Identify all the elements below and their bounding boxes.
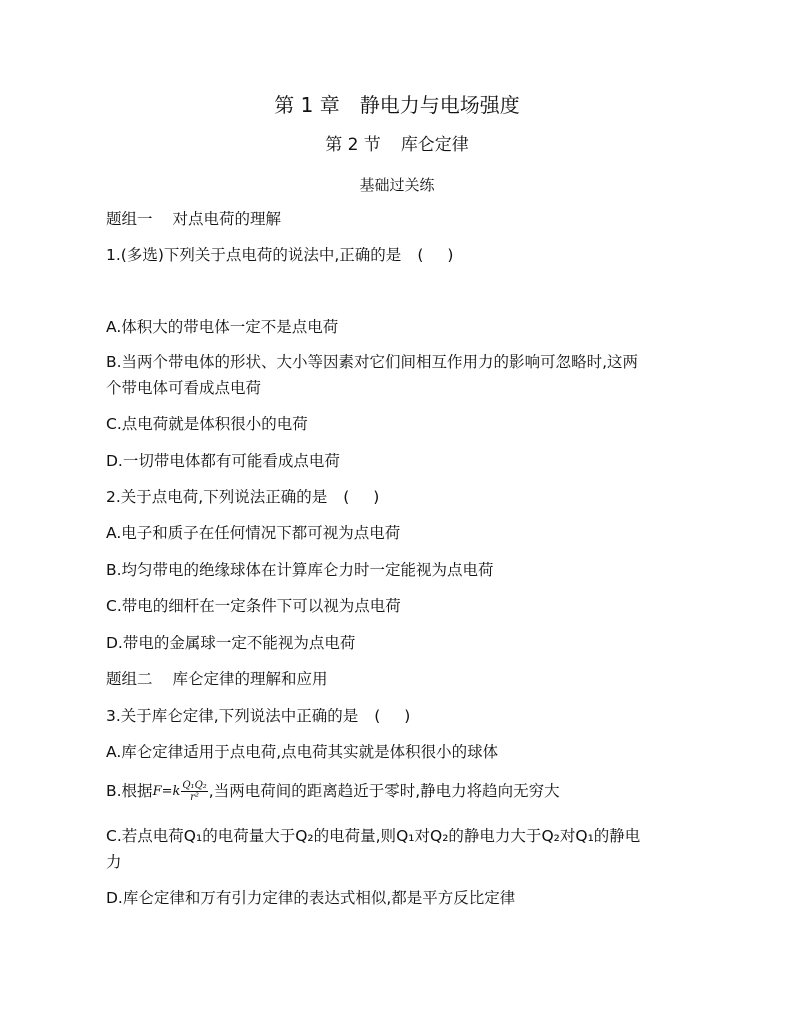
- question-1-option-a: A.体积大的带电体一定不是点电荷: [106, 318, 339, 336]
- group-label: 题组一: [106, 210, 153, 228]
- section-number: 第 2 节: [325, 135, 381, 155]
- section-name: 库仑定律: [400, 135, 469, 155]
- paren-close: ): [447, 246, 454, 264]
- question-text: 3.关于库仑定律,下列说法中正确的是: [106, 707, 359, 725]
- group-name: 库仑定律的理解和应用: [172, 670, 328, 688]
- charge-q1: Q₁: [575, 827, 594, 845]
- question-2-option-c: C.带电的细杆在一定条件下可以视为点电荷: [106, 597, 401, 615]
- question-1-option-c: C.点电荷就是体积很小的电荷: [106, 415, 308, 433]
- paren-close: ): [404, 707, 411, 725]
- question-text: 2.关于点电荷,下列说法正确的是: [106, 488, 328, 506]
- question-1-option-b: B.当两个带电体的形状、大小等因素对它们间相互作用力的影响可忽略时,这两: [106, 353, 638, 371]
- option-b-prefix: B.根据: [106, 782, 153, 800]
- charge-q2: Q₂: [295, 827, 314, 845]
- question-2-stem: [106, 487, 379, 507]
- question-1-stem: [106, 245, 453, 265]
- question-2-option-b: B.均匀带电的绝缘球体在计算库仑力时一定能视为点电荷: [106, 561, 494, 579]
- option-c-text: C.若点电荷: [106, 827, 184, 845]
- paren-close: ): [373, 488, 380, 506]
- question-3-option-c: [106, 826, 640, 846]
- question-3-option-b: [106, 780, 560, 803]
- question-2-option-a: A.电子和质子在任何情况下都可视为点电荷: [106, 524, 401, 542]
- option-c-text: 的静电力大于: [448, 827, 542, 845]
- section-title: [0, 134, 794, 156]
- chapter-name: 静电力与电场强度: [359, 93, 520, 117]
- question-1-option-d: D.一切带电体都有可能看成点电荷: [106, 452, 340, 470]
- question-2-option-d: D.带电的金属球一定不能视为点电荷: [106, 634, 356, 652]
- charge-q1: Q₁: [396, 827, 415, 845]
- formula-fraction: [181, 780, 207, 803]
- answer-blank: [417, 245, 453, 265]
- exercise-subtitle: 基础过关练: [359, 176, 435, 194]
- answer-blank: [343, 487, 379, 507]
- group-heading-2: [106, 669, 328, 689]
- charge-q1: Q₁: [183, 827, 203, 845]
- chapter-title: [0, 92, 794, 118]
- question-3-stem: [106, 706, 410, 726]
- option-c-text: 的电荷量大于: [202, 827, 296, 845]
- charge-q2: Q₂: [430, 827, 449, 845]
- option-c-text: 的电荷量,则: [313, 827, 397, 845]
- paren-open: (: [374, 707, 381, 725]
- charge-q2: Q₂: [541, 827, 560, 845]
- paren-open: (: [343, 488, 350, 506]
- option-c-text: 的静电: [593, 827, 641, 845]
- chapter-number: 第 1 章: [274, 93, 340, 117]
- formula-denominator: r²: [190, 792, 199, 803]
- coulomb-formula: [153, 780, 209, 803]
- question-3-option-d: D.库仑定律和万有引力定律的表达式相似,都是平方反比定律: [106, 889, 516, 907]
- option-c-text: 对: [414, 827, 430, 845]
- formula-numerator: Q₁Q₂: [182, 780, 207, 791]
- option-c-text: 对: [559, 827, 576, 845]
- group-heading-1: [106, 209, 281, 229]
- question-text: 1.(多选)下列关于点电荷的说法中,正确的是: [106, 246, 402, 264]
- question-3-option-a: A.库仑定律适用于点电荷,点电荷其实就是体积很小的球体: [106, 743, 499, 761]
- question-3-option-c-cont: 力: [106, 853, 122, 871]
- option-b-suffix: ,当两电荷间的距离趋近于零时,静电力将趋向无穷大: [208, 782, 560, 800]
- group-name: 对点电荷的理解: [172, 210, 282, 228]
- paren-open: (: [417, 246, 424, 264]
- answer-blank: [374, 706, 410, 726]
- formula-lhs: F=k: [152, 784, 181, 799]
- question-1-option-b-cont: 个带电体可看成点电荷: [106, 379, 262, 397]
- group-label: 题组二: [106, 670, 153, 688]
